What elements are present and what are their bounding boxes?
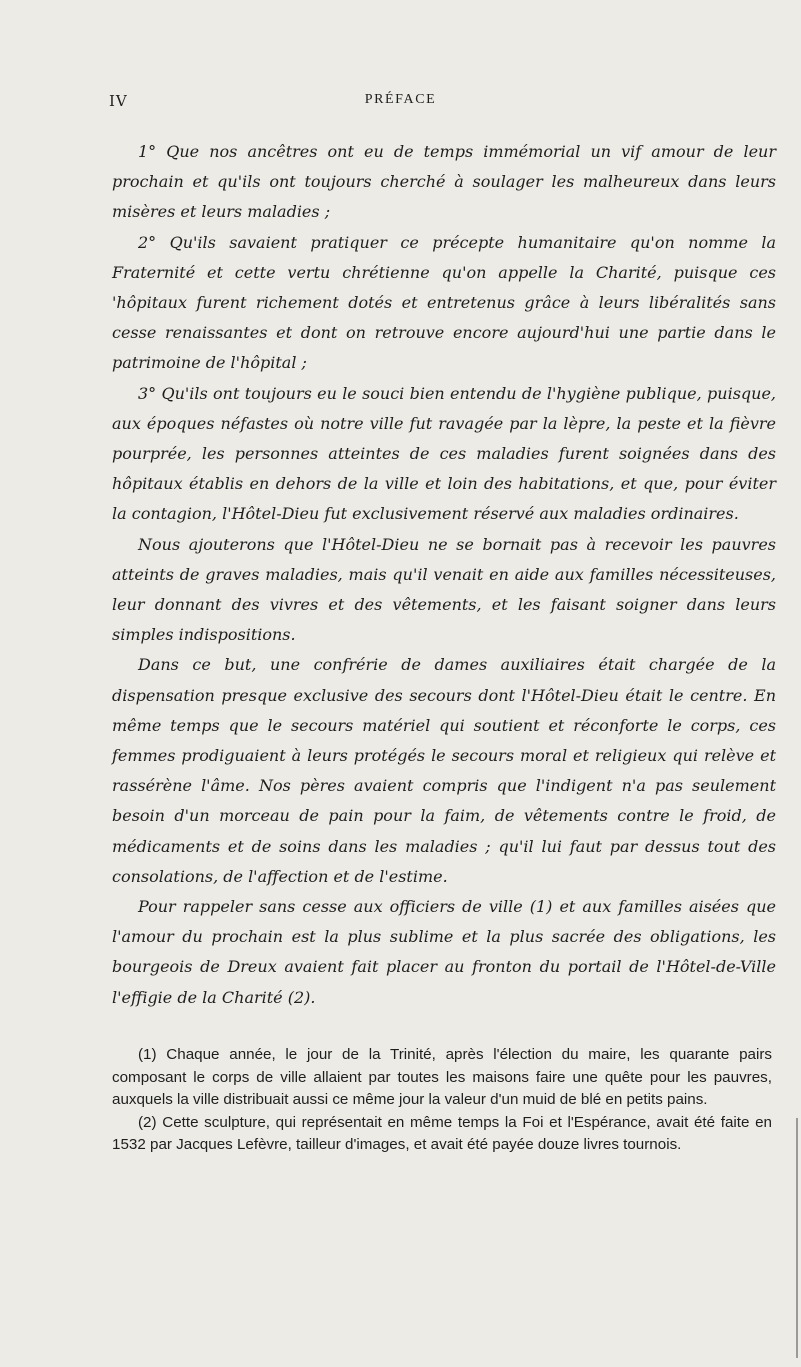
page-header <box>60 92 741 114</box>
footnote-2: (2) Cette sculpture, qui représentait en même temps la Foi et l'Espérance, avait été faite en 1532 par Jacques Lefèvre, tailleur d'images, et avait été payée douze livres tournois. <box>112 1113 772 1153</box>
paragraph-3: 3° Qu'ils ont toujours eu le souci bien entendu de l'hygiène publique, puisque, aux époques néfastes où notre ville fut ravagée par la lèpre, la peste et la fièvre pourprée, les personnes atteintes de ces maladies furent soignées dans des hôpitaux établis en dehors de la ville et loin des habitations, et que, pour éviter la contagion, l'Hôtel-Dieu fut exclusivement réservé aux maladies ordinaires. <box>112 383 776 524</box>
paragraph-1: 1° Que nos ancêtres ont eu de temps immémorial un vif amour de leur prochain et qu'ils ont toujours cherché à soulager les malheureux dans leurs misères et leurs maladies ; <box>112 142 776 222</box>
paragraph-2: 2° Qu'ils savaient pratiquer ce précepte humanitaire qu'on nomme la Fraternité et cette vertu chrétienne qu'on appelle la Charité, puisque ces 'hôpitaux furent richement dotés et entretenus grâce à leurs libéralités sans cesse renaissantes et dont on retrouve encore aujourd'hui une partie dans le patrimoine de l'hôpital ; <box>112 232 776 373</box>
footnotes <box>112 1044 772 1157</box>
footnote-1: (1) Chaque année, le jour de la Trinité, après l'élection du maire, les quarante pairs composant le corps de ville allaient par toutes les maisons faire une quête pour les pauvres, auxquels la ville distribuait aussi ce même jour la valeur d'un muid de blé en petits pains. <box>112 1046 772 1108</box>
paragraph-6: Pour rappeler sans cesse aux officiers de ville (1) et aux familles aisées que l'amour du prochain est la plus sublime et la plus sacrée des obligations, les bourgeois de Dreux avaient fait placer au fronton du portail de l'Hôtel-de-Ville l'effigie de la Charité (2). <box>112 897 776 1007</box>
paragraph-4: Nous ajouterons que l'Hôtel-Dieu ne se bornait pas à recevoir les pauvres atteints de graves maladies, mais qu'il venait en aide aux familles nécessiteuses, leur donnant des vivres et des vêtements, et les faisant soigner dans leurs simples indispositions. <box>112 534 776 645</box>
running-title: PRÉFACE <box>364 92 437 107</box>
paragraph-5: Dans ce but, une confrérie de dames auxiliaires était chargée de la dispensation presque exclusive des secours dont l'Hôtel-Dieu était le centre. En même temps que le secours matériel qui soutient et réconforte le corps, ces femmes prodiguaient à leurs protégés le secours moral et religieux qui relève et rassérène l'âme. Nos pères avaient compris que l'indigent n'a pas seulement besoin d'un morceau de pain pour la faim, de vêtements contre le froid, de médicaments et de soins dans les maladies ; qu'il lui faut par dessus tout des consolations, de l'affection et de l'estime. <box>112 655 776 886</box>
page-edge-mark <box>796 1118 798 1358</box>
page-number: IV <box>109 92 128 110</box>
body-text <box>112 137 776 1013</box>
